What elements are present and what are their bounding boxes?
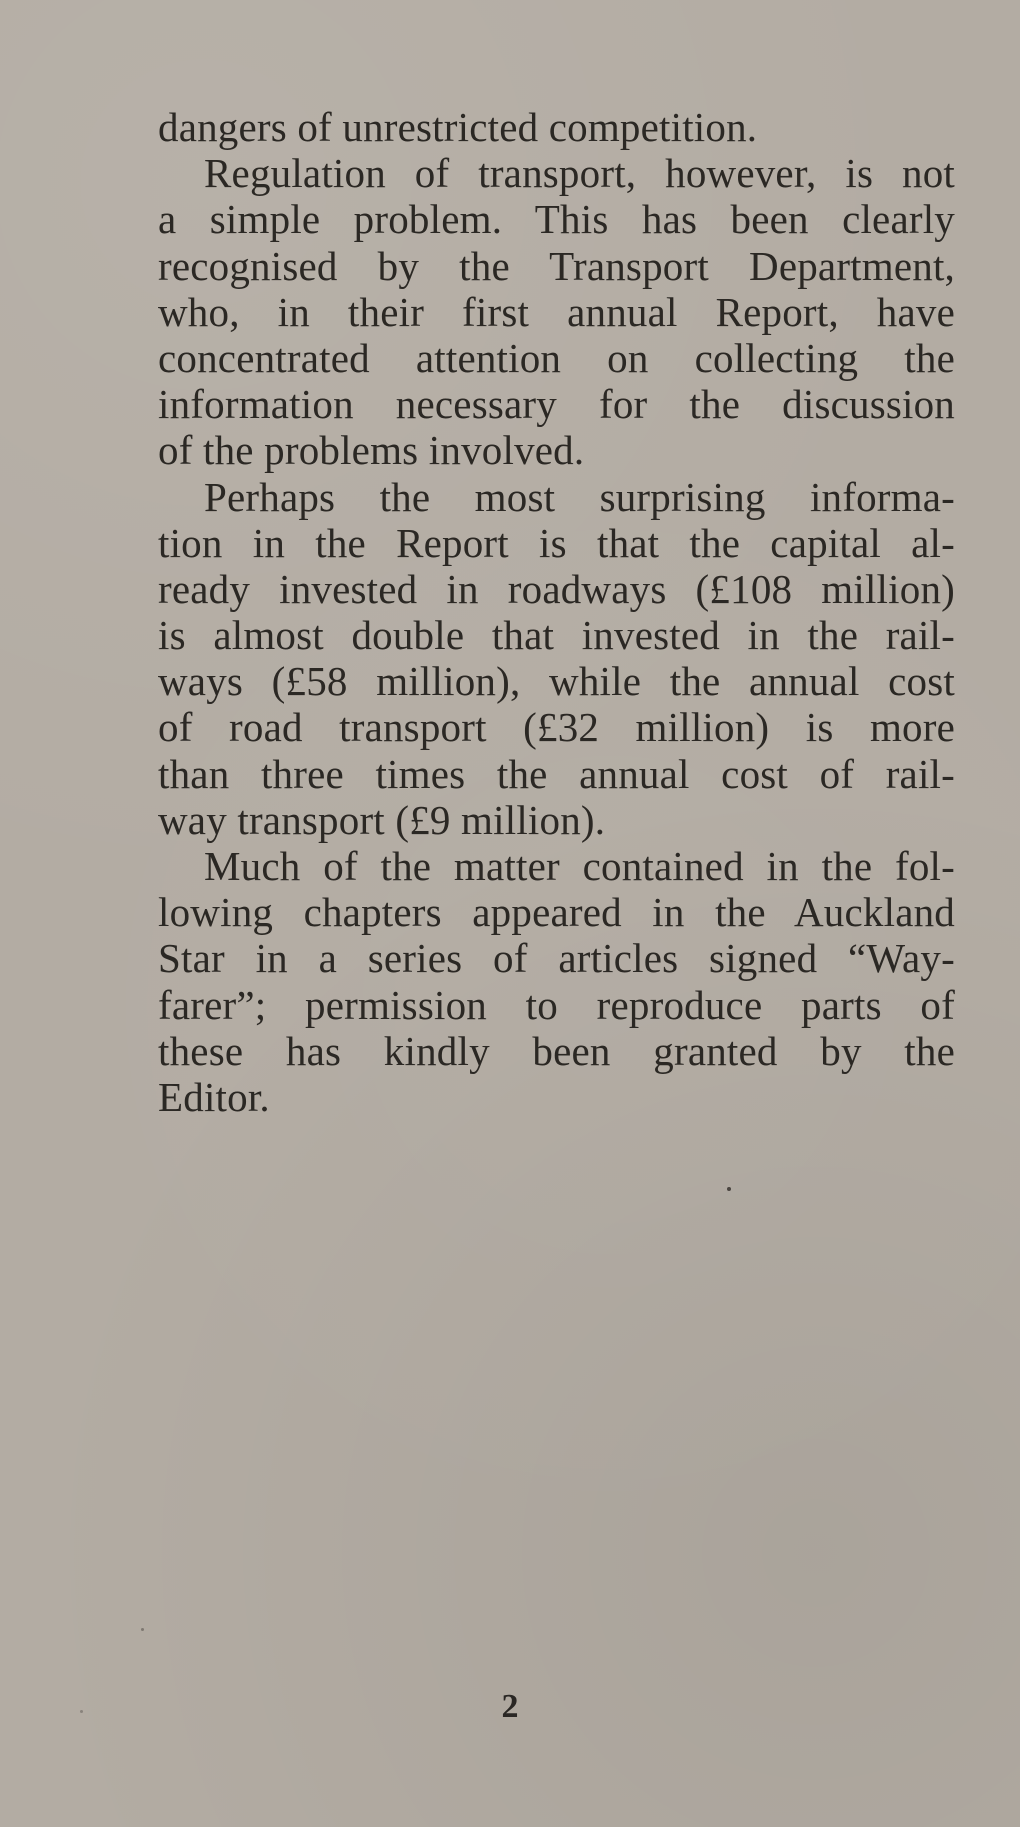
- page-number: 2: [501, 1688, 519, 1725]
- text-line: concentrated attention on collecting the: [158, 334, 955, 381]
- text-line: Regulation of transport, however, is not: [204, 150, 955, 197]
- text-line: recognised by the Transport Department,: [158, 242, 955, 289]
- text-line: of road transport (£32 million) is more: [158, 704, 955, 751]
- text-line: a simple problem. This has been clearly: [158, 196, 955, 243]
- text-line: these has kindly been granted by the: [158, 1027, 955, 1074]
- body-text: [158, 104, 955, 1120]
- paper-speck: [141, 1628, 144, 1631]
- text-line: Star in a series of articles signed “Way-: [158, 935, 955, 982]
- text-line: way transport (£9 million).: [158, 796, 606, 843]
- text-line: Editor.: [158, 1073, 270, 1120]
- text-line: ways (£58 million), while the annual cost: [158, 658, 955, 705]
- text-line: farer”; permission to reproduce parts of: [158, 981, 955, 1028]
- text-line: lowing chapters appeared in the Auckland: [158, 889, 955, 936]
- text-line: Perhaps the most surprising informa-: [204, 473, 955, 520]
- text-line: than three times the annual cost of rail-: [158, 750, 955, 797]
- text-line: who, in their first annual Report, have: [158, 288, 955, 335]
- text-line: information necessary for the discussion: [158, 381, 955, 428]
- paper-speck: [727, 1187, 731, 1191]
- text-line: Much of the matter contained in the fol-: [204, 843, 955, 889]
- paper-speck: [80, 1710, 83, 1713]
- text-line: tion in the Report is that the capital al-: [158, 519, 955, 566]
- text-line: is almost double that invested in the rail-: [158, 612, 955, 659]
- text-line: dangers of unrestricted competition.: [158, 104, 758, 150]
- text-line: of the problems involved.: [158, 427, 585, 474]
- text-line: ready invested in roadways (£108 million): [158, 565, 955, 612]
